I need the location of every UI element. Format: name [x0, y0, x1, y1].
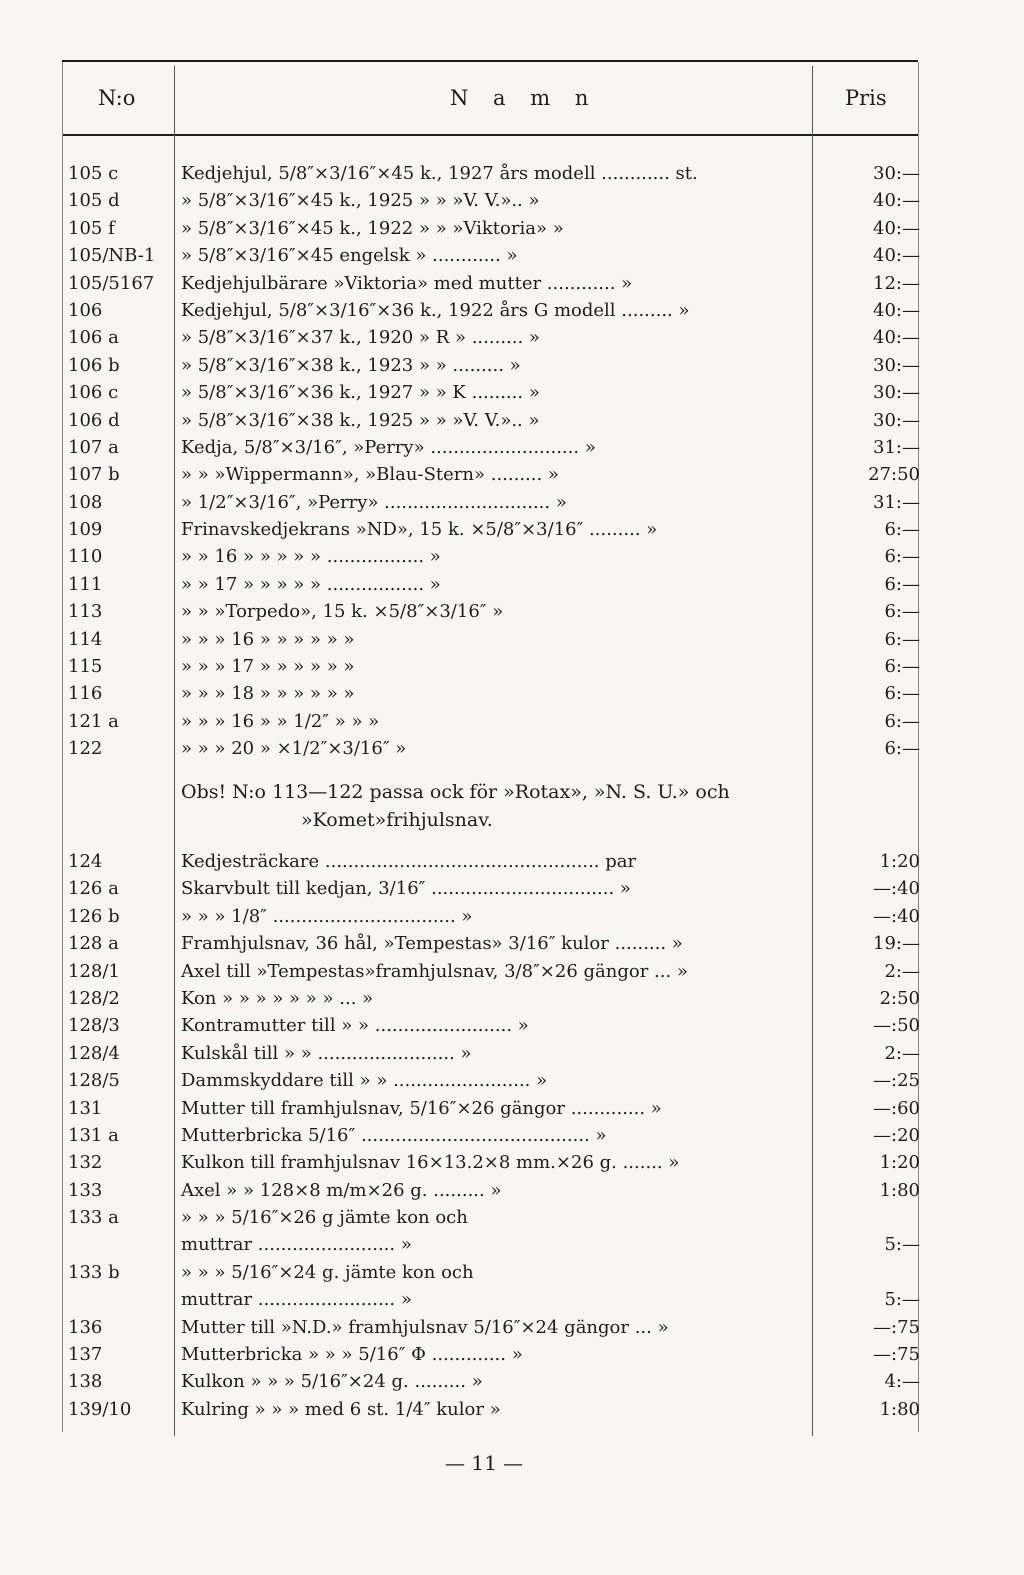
- item-number: 113: [68, 601, 103, 623]
- item-name: » » » 16 » » 1/2″ » » »: [181, 710, 380, 732]
- item-price: 1:20: [879, 1152, 920, 1174]
- item-price: 2:50: [879, 987, 920, 1009]
- item-name: Kontramutter till » » ........................ »: [181, 1015, 529, 1037]
- item-number: 105 d: [68, 190, 120, 212]
- table-row: [0, 680, 1024, 707]
- item-name: » » » 17 » » » » » »: [181, 656, 355, 678]
- compatibility-note: [181, 778, 801, 834]
- top-rule: [62, 60, 918, 62]
- price-table-bottom: [0, 848, 1024, 1423]
- item-price: 2:—: [884, 960, 920, 982]
- table-row: [0, 215, 1024, 242]
- item-number: 108: [68, 491, 103, 513]
- table-row: [0, 270, 1024, 297]
- header-rule: [62, 134, 918, 136]
- table-row: [0, 735, 1024, 762]
- table-row: [0, 1095, 1024, 1122]
- item-number: 132: [68, 1152, 103, 1174]
- table-row: [0, 571, 1024, 598]
- item-name: » » 17 » » » » » ................. »: [181, 573, 441, 595]
- item-price: 31:—: [873, 436, 920, 458]
- item-price: —:75: [873, 1344, 920, 1366]
- item-price: —:25: [873, 1070, 920, 1092]
- table-row: [0, 434, 1024, 461]
- item-number: 126 a: [68, 878, 119, 900]
- item-price: —:40: [873, 878, 920, 900]
- item-number: 105 f: [68, 217, 115, 239]
- item-number: 110: [68, 546, 103, 568]
- item-price: 31:—: [873, 491, 920, 513]
- item-price: 19:—: [873, 933, 920, 955]
- table-row: [0, 297, 1024, 324]
- item-price: 6:—: [884, 519, 920, 541]
- item-number: 107 b: [68, 464, 120, 486]
- table-row: [0, 516, 1024, 543]
- item-number: 116: [68, 683, 103, 705]
- item-price: —:75: [873, 1316, 920, 1338]
- table-row: [0, 598, 1024, 625]
- item-name: » » » 5/16″×24 g. jämte kon och: [181, 1261, 474, 1283]
- item-name: » » » 20 » ×1/2″×3/16″ »: [181, 738, 407, 760]
- header-price: Pris: [845, 86, 887, 110]
- table-row: [0, 324, 1024, 351]
- table-row: [0, 1368, 1024, 1395]
- item-price: 6:—: [884, 683, 920, 705]
- item-number: 107 a: [68, 436, 119, 458]
- table-row: [0, 1067, 1024, 1094]
- table-row: [0, 489, 1024, 516]
- table-row: [0, 461, 1024, 488]
- item-price: 30:—: [873, 354, 920, 376]
- item-price: 30:—: [873, 163, 920, 184]
- item-name: Kulring » » » med 6 st. 1/4″ kulor »: [181, 1398, 501, 1420]
- table-row: [0, 407, 1024, 434]
- item-price: 6:—: [884, 546, 920, 568]
- header-name: N a m n: [450, 86, 598, 110]
- item-number: 105/NB-1: [68, 245, 156, 267]
- item-number: 115: [68, 656, 103, 678]
- item-name: Skarvbult till kedjan, 3/16″ ................................ »: [181, 878, 631, 900]
- item-name: Kulskål till » » ........................ »: [181, 1042, 472, 1064]
- item-number: 128 a: [68, 933, 119, 955]
- item-number: 131: [68, 1097, 103, 1119]
- table-row: [0, 626, 1024, 653]
- item-price: 4:—: [884, 1371, 920, 1393]
- table-row: [0, 1259, 1024, 1286]
- item-name: Framhjulsnav, 36 hål, »Tempestas» 3/16″ kulor ......... »: [181, 933, 683, 955]
- item-name: Kedjehjul, 5/8″×3/16″×36 k., 1922 års G modell ......... »: [181, 299, 690, 321]
- item-name: » » » 5/16″×26 g jämte kon och: [181, 1207, 468, 1229]
- table-row: [0, 1341, 1024, 1368]
- table-row: [0, 1177, 1024, 1204]
- item-number: 106: [68, 299, 103, 321]
- item-price: 40:—: [873, 299, 920, 321]
- item-name: » 5/8″×3/16″×36 k., 1927 » » K ......... »: [181, 382, 540, 404]
- item-number: 122: [68, 738, 103, 760]
- table-row: [0, 1396, 1024, 1423]
- item-price: 27:50: [868, 464, 920, 486]
- item-number: 128/2: [68, 987, 120, 1009]
- item-price: 40:—: [873, 190, 920, 212]
- item-price: 5:—: [884, 1234, 920, 1256]
- item-name: Mutter till »N.D.» framhjulsnav 5/16″×24 gängor ... »: [181, 1316, 669, 1338]
- item-number: 106 d: [68, 409, 120, 431]
- item-number: 133 a: [68, 1207, 119, 1229]
- item-name: Dammskyddare till » » ........................ »: [181, 1070, 548, 1092]
- item-name: » 5/8″×3/16″×37 k., 1920 » R » ......... »: [181, 327, 540, 349]
- item-name: Mutterbricka 5/16″ ........................................ »: [181, 1124, 607, 1146]
- item-number: 126 b: [68, 905, 120, 927]
- item-number: 114: [68, 628, 103, 650]
- item-name: » » » 1/8″ ................................ »: [181, 905, 473, 927]
- header-no: N:o: [98, 86, 136, 110]
- item-number: 133: [68, 1179, 103, 1201]
- item-price: 1:80: [879, 1398, 920, 1420]
- item-name: » » » 16 » » » » » »: [181, 628, 355, 650]
- item-number: 128/4: [68, 1042, 120, 1064]
- item-price: 12:—: [873, 272, 920, 294]
- item-price: 6:—: [884, 656, 920, 678]
- item-number: 137: [68, 1344, 103, 1366]
- item-name: Kedja, 5/8″×3/16″, »Perry» .......................... »: [181, 436, 596, 458]
- item-price: 6:—: [884, 710, 920, 732]
- table-row: [0, 543, 1024, 570]
- table-row: [0, 958, 1024, 985]
- item-price: 30:—: [873, 409, 920, 431]
- item-number: 106 b: [68, 354, 120, 376]
- table-row: [0, 1286, 1024, 1313]
- item-price: 40:—: [873, 217, 920, 239]
- item-name: » » »Wippermann», »Blau-Stern» ......... »: [181, 464, 559, 486]
- note-line-1: Obs! N:o 113—122 passa ock för »Rotax», »N. S. U.» och: [181, 781, 730, 803]
- table-row: [0, 708, 1024, 735]
- item-number: 124: [68, 851, 103, 872]
- table-row: [0, 187, 1024, 214]
- item-number: 105 c: [68, 163, 119, 184]
- item-number: 109: [68, 519, 103, 541]
- item-price: 30:—: [873, 382, 920, 404]
- item-name: » 5/8″×3/16″×38 k., 1925 » » »V. V.».. »: [181, 409, 540, 431]
- item-number: 128/1: [68, 960, 120, 982]
- table-row: [0, 352, 1024, 379]
- item-price: 1:20: [879, 851, 920, 872]
- item-price: 6:—: [884, 738, 920, 760]
- item-number: 128/3: [68, 1015, 120, 1037]
- item-name: » 5/8″×3/16″×45 k., 1922 » » »Viktoria» »: [181, 217, 564, 239]
- item-name: Axel till »Tempestas»framhjulsnav, 3/8″×26 gängor ... »: [181, 960, 688, 982]
- item-number: 138: [68, 1371, 103, 1393]
- item-price: 5:—: [884, 1289, 920, 1311]
- table-row: [0, 1040, 1024, 1067]
- table-row: [0, 1231, 1024, 1258]
- table-row: [0, 160, 1024, 187]
- item-number: 128/5: [68, 1070, 120, 1092]
- note-line-2: »Komet»frihjulsnav.: [301, 809, 493, 831]
- item-name: Mutterbricka » » » 5/16″ Φ ............. »: [181, 1344, 523, 1366]
- table-row: [0, 379, 1024, 406]
- item-price: 6:—: [884, 573, 920, 595]
- price-table-top: [0, 160, 1024, 763]
- item-name: Kulkon » » » 5/16″×24 g. ......... »: [181, 1371, 483, 1393]
- item-number: 139/10: [68, 1398, 132, 1420]
- item-number: 106 c: [68, 382, 119, 404]
- item-name: Kon » » » » » » » ... »: [181, 987, 374, 1009]
- item-price: 6:—: [884, 601, 920, 623]
- table-row: [0, 848, 1024, 875]
- item-price: —:20: [873, 1124, 920, 1146]
- item-name: » » »Torpedo», 15 k. ×5/8″×3/16″ »: [181, 601, 504, 623]
- item-number: 131 a: [68, 1124, 119, 1146]
- item-number: 136: [68, 1316, 103, 1338]
- item-number: 121 a: [68, 710, 119, 732]
- table-row: [0, 1149, 1024, 1176]
- item-name: » 5/8″×3/16″×45 k., 1925 » » »V. V.».. »: [181, 190, 540, 212]
- item-name: » 5/8″×3/16″×38 k., 1923 » » ......... »: [181, 354, 521, 376]
- item-name: Mutter till framhjulsnav, 5/16″×26 gängor ............. »: [181, 1097, 662, 1119]
- item-name: » 5/8″×3/16″×45 engelsk » ............ »: [181, 245, 518, 267]
- item-name: Kedjesträckare ................................................ par: [181, 851, 637, 872]
- table-row: [0, 653, 1024, 680]
- table-row: [0, 930, 1024, 957]
- item-price: 2:—: [884, 1042, 920, 1064]
- item-number: 111: [68, 573, 103, 595]
- item-name: » » » 18 » » » » » »: [181, 683, 355, 705]
- page-number: — 11 —: [445, 1451, 524, 1475]
- item-price: —:40: [873, 905, 920, 927]
- item-price: 1:80: [879, 1179, 920, 1201]
- table-row: [0, 985, 1024, 1012]
- item-name: Axel » » 128×8 m/m×26 g. ......... »: [181, 1179, 502, 1201]
- table-row: [0, 1012, 1024, 1039]
- table-row: [0, 1122, 1024, 1149]
- item-name: Kedjehjul, 5/8″×3/16″×45 k., 1927 års modell ............ st.: [181, 163, 698, 184]
- table-row: [0, 875, 1024, 902]
- item-name: » 1/2″×3/16″, »Perry» ............................. »: [181, 491, 567, 513]
- item-name: muttrar ........................ »: [181, 1289, 412, 1311]
- item-name: Kedjehjulbärare »Viktoria» med mutter ............ »: [181, 272, 633, 294]
- item-number: 133 b: [68, 1261, 120, 1283]
- item-name: Frinavskedjekrans »ND», 15 k. ×5/8″×3/16″ ......... »: [181, 519, 658, 541]
- item-price: 40:—: [873, 245, 920, 267]
- item-name: muttrar ........................ »: [181, 1234, 412, 1256]
- item-number: 105/5167: [68, 272, 155, 294]
- item-name: » » 16 » » » » » ................. »: [181, 546, 441, 568]
- table-row: [0, 1204, 1024, 1231]
- table-row: [0, 903, 1024, 930]
- item-price: —:60: [873, 1097, 920, 1119]
- table-row: [0, 1314, 1024, 1341]
- item-price: 6:—: [884, 628, 920, 650]
- item-price: 40:—: [873, 327, 920, 349]
- item-name: Kulkon till framhjulsnav 16×13.2×8 mm.×26 g. ....... »: [181, 1152, 680, 1174]
- item-number: 106 a: [68, 327, 119, 349]
- table-row: [0, 242, 1024, 269]
- item-price: —:50: [873, 1015, 920, 1037]
